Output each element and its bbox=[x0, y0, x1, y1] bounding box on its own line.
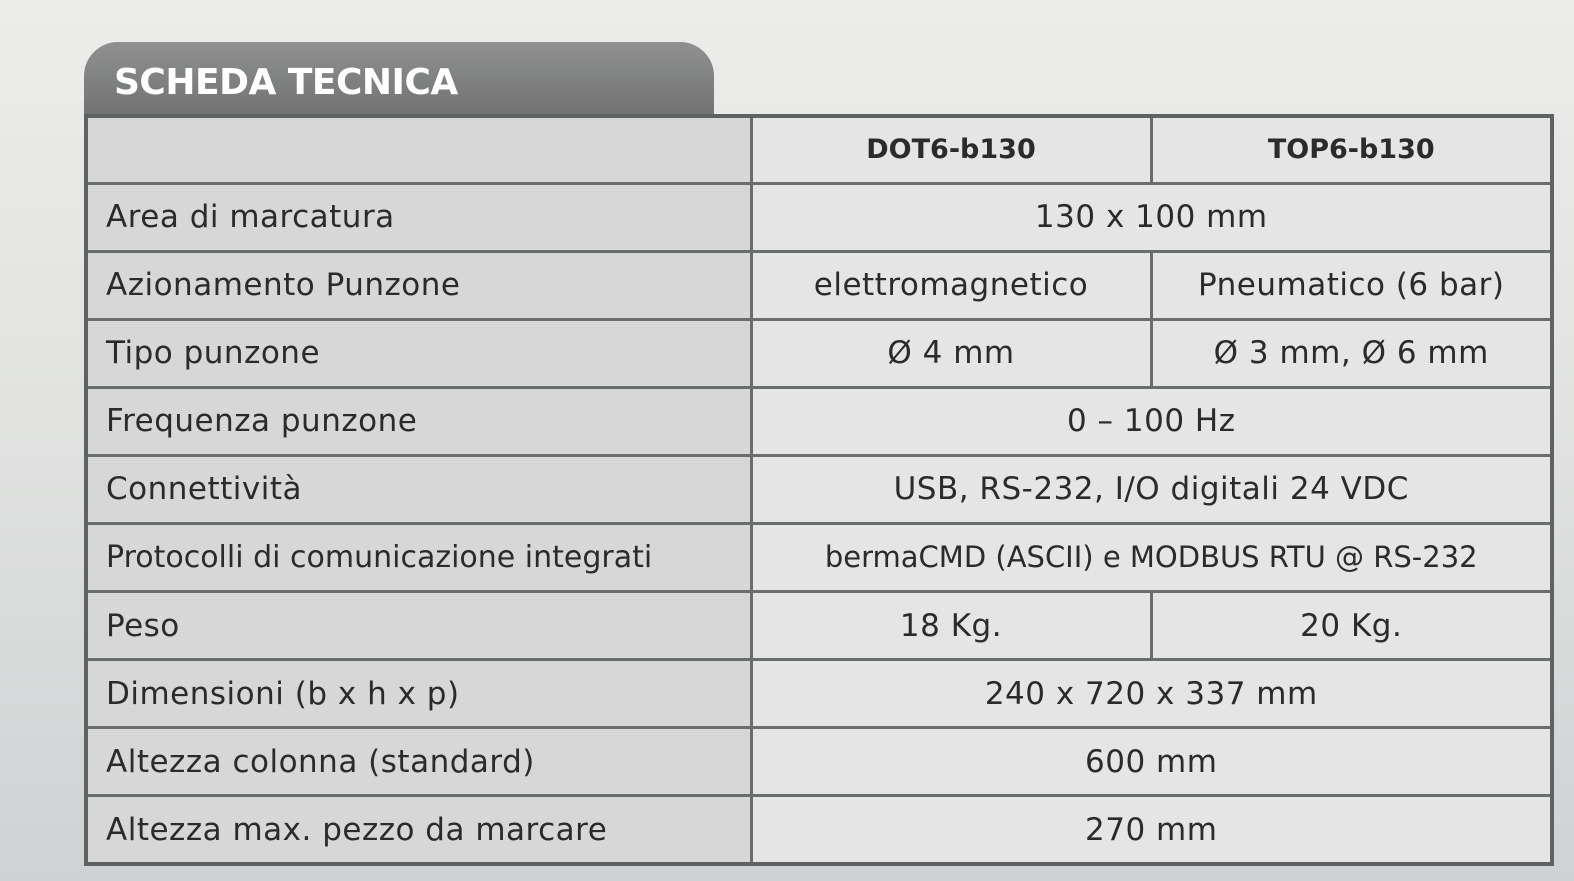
section-tab bbox=[84, 42, 714, 122]
row-label: Azionamento Punzone bbox=[86, 251, 751, 319]
table-row bbox=[86, 660, 1552, 728]
row-label: Protocolli di comunicazione integrati bbox=[86, 523, 751, 591]
table-row bbox=[86, 387, 1552, 455]
row-value-dot6: elettromagnetico bbox=[751, 251, 1151, 319]
table-row bbox=[86, 251, 1552, 319]
row-value-shared: 240 x 720 x 337 mm bbox=[751, 660, 1552, 728]
row-value-top6: Pneumatico (6 bar) bbox=[1151, 251, 1552, 319]
row-label: Tipo punzone bbox=[86, 319, 751, 387]
header-model-dot6: DOT6-b130 bbox=[751, 116, 1151, 183]
header-empty-cell bbox=[86, 116, 751, 183]
row-label: Peso bbox=[86, 592, 751, 660]
row-value-shared: bermaCMD (ASCII) e MODBUS RTU @ RS-232 bbox=[751, 523, 1552, 591]
table-header-row bbox=[86, 116, 1552, 183]
row-value-shared: 0 – 100 Hz bbox=[751, 387, 1552, 455]
header-model-top6: TOP6-b130 bbox=[1151, 116, 1552, 183]
table-row bbox=[86, 183, 1552, 251]
row-value-shared: 130 x 100 mm bbox=[751, 183, 1552, 251]
row-label: Dimensioni (b x h x p) bbox=[86, 660, 751, 728]
row-label: Altezza colonna (standard) bbox=[86, 728, 751, 796]
table-row bbox=[86, 455, 1552, 523]
row-value-top6: Ø 3 mm, Ø 6 mm bbox=[1151, 319, 1552, 387]
row-label: Area di marcatura bbox=[86, 183, 751, 251]
table-row bbox=[86, 592, 1552, 660]
row-label: Connettività bbox=[86, 455, 751, 523]
spec-table bbox=[84, 114, 1554, 866]
row-value-shared: USB, RS-232, I/O digitali 24 VDC bbox=[751, 455, 1552, 523]
row-value-shared: 600 mm bbox=[751, 728, 1552, 796]
table-row bbox=[86, 796, 1552, 864]
section-title: SCHEDA TECNICA bbox=[114, 62, 458, 103]
table-row bbox=[86, 728, 1552, 796]
row-label: Frequenza punzone bbox=[86, 387, 751, 455]
row-value-dot6: 18 Kg. bbox=[751, 592, 1151, 660]
row-label: Altezza max. pezzo da marcare bbox=[86, 796, 751, 864]
row-value-dot6: Ø 4 mm bbox=[751, 319, 1151, 387]
row-value-top6: 20 Kg. bbox=[1151, 592, 1552, 660]
table-row bbox=[86, 319, 1552, 387]
table-row bbox=[86, 523, 1552, 591]
row-value-shared: 270 mm bbox=[751, 796, 1552, 864]
